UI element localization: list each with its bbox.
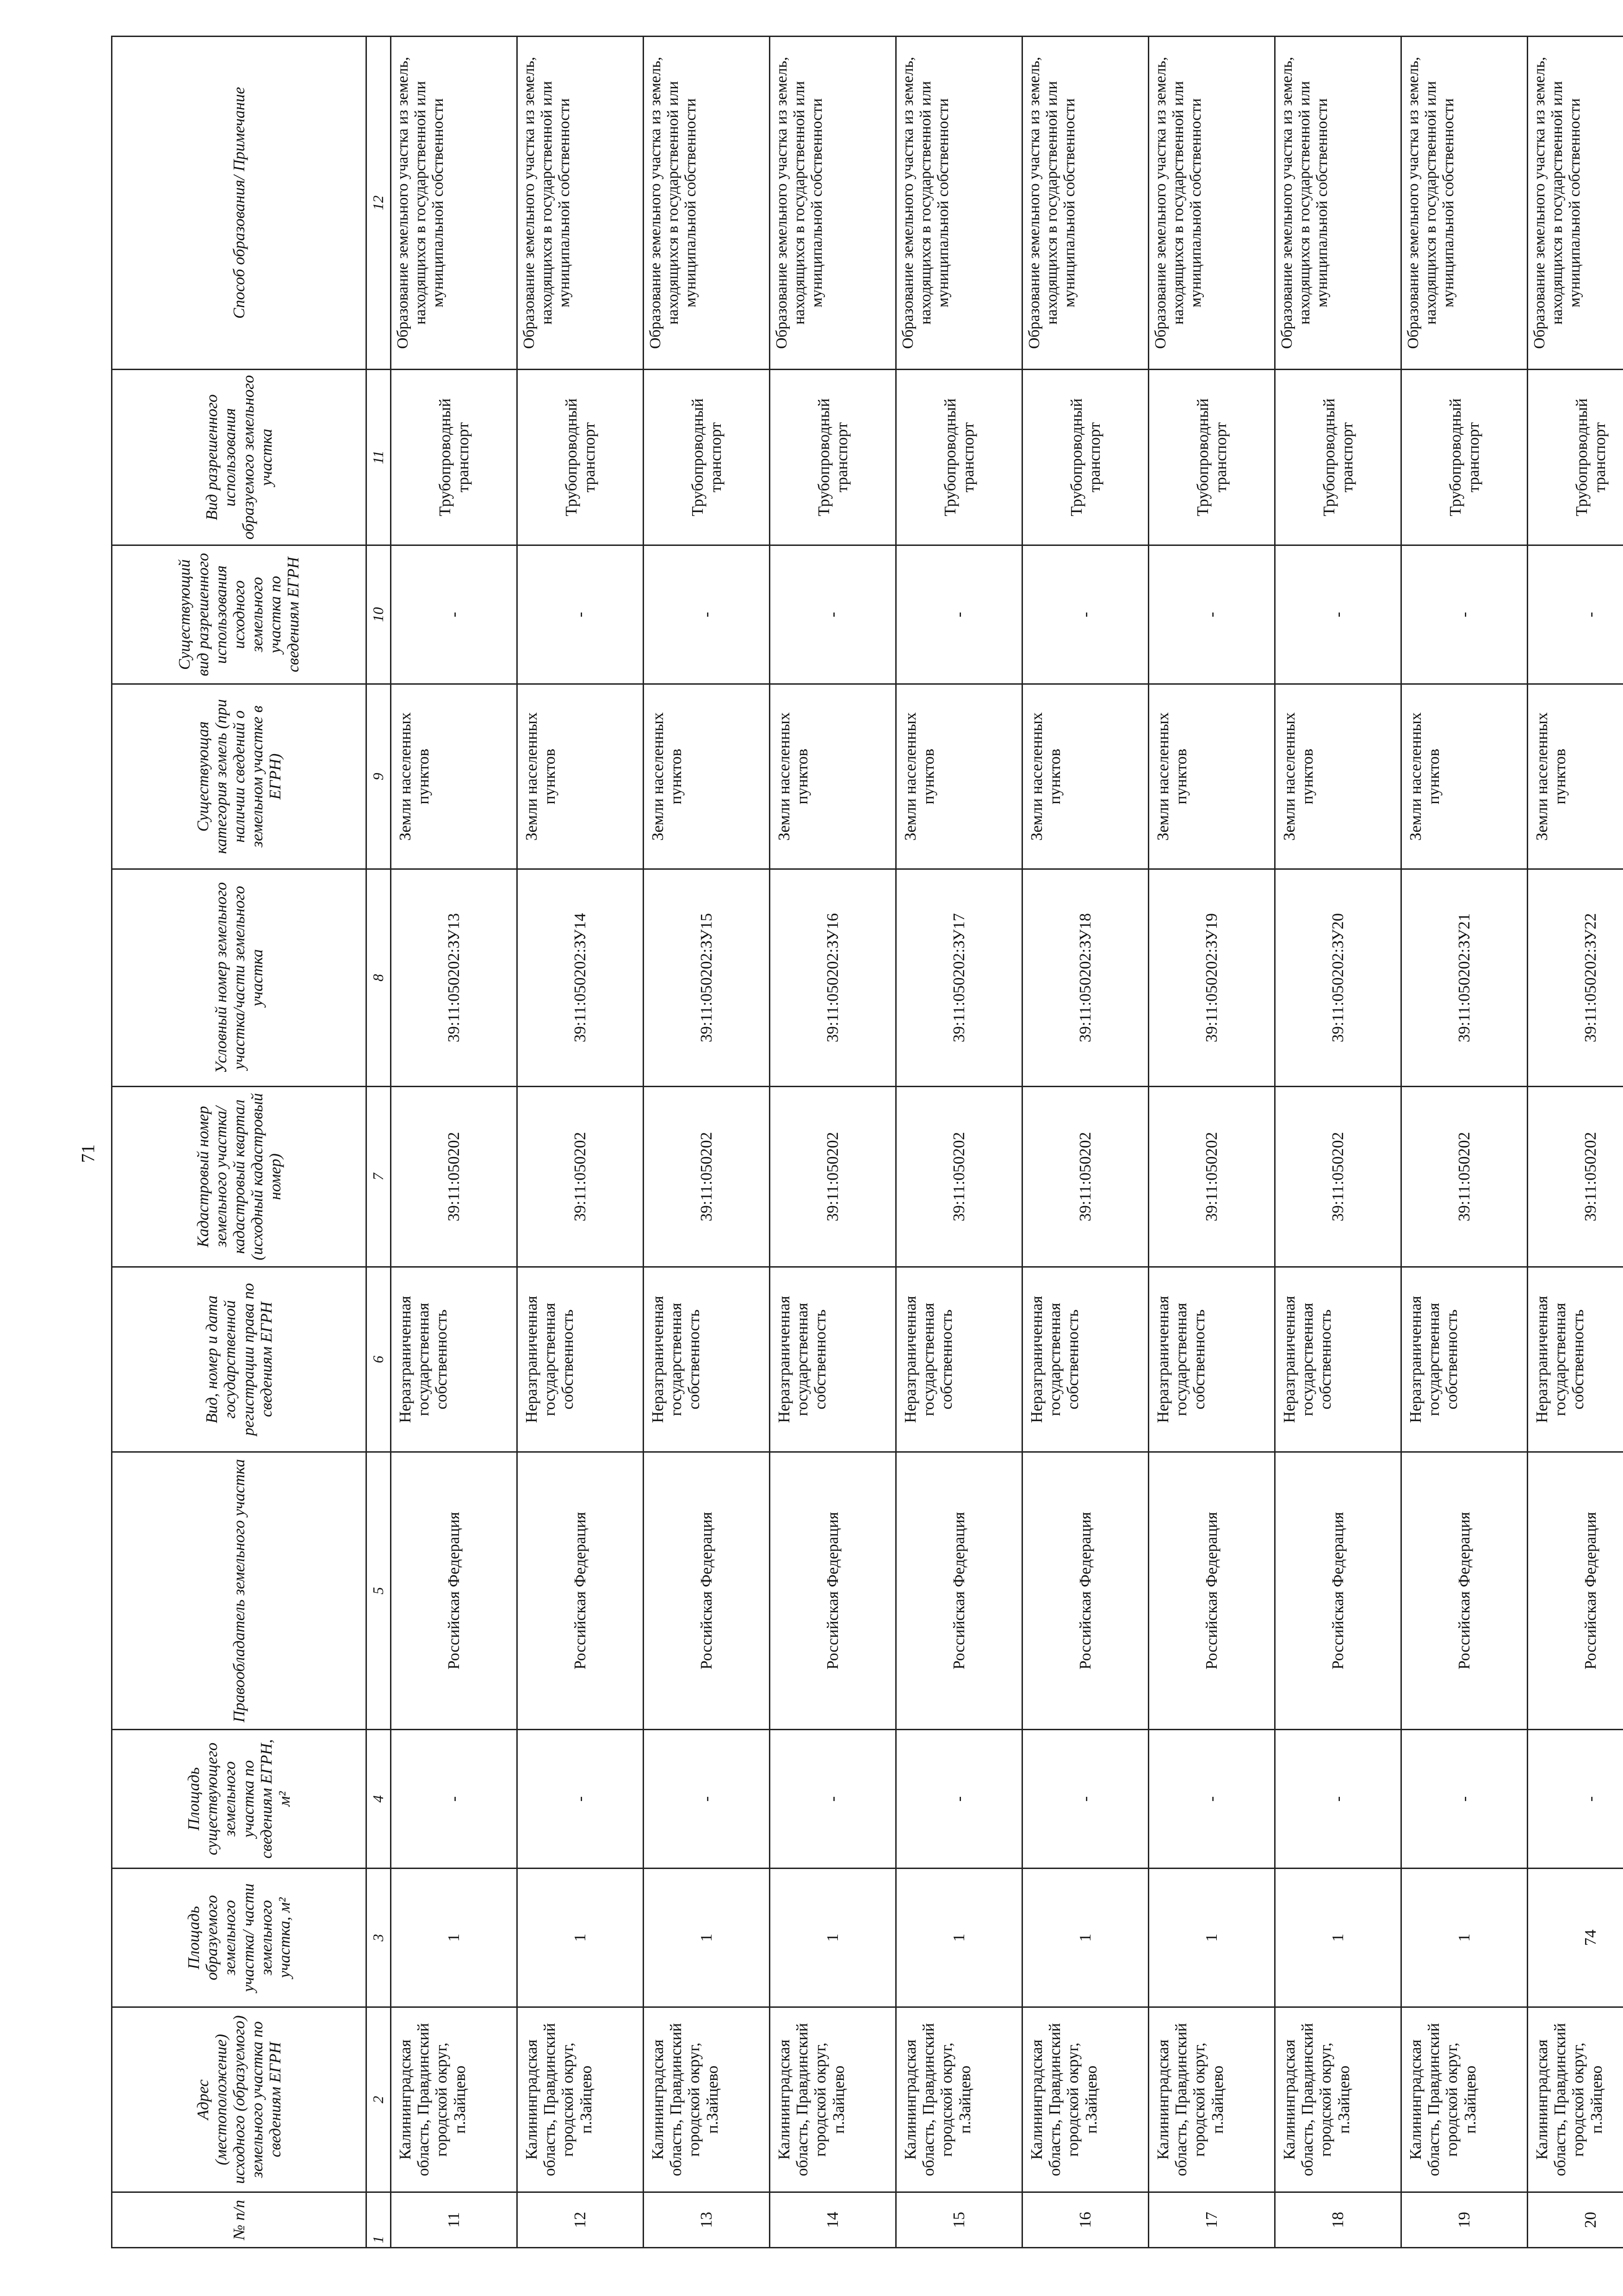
cell-area-exist: -	[896, 1730, 1022, 1869]
cell-cond-num: 39:11:050202:ЗУ21	[1401, 869, 1528, 1087]
cell-area-exist: -	[517, 1730, 644, 1869]
cell-method: Образование земельного участка из земель, находящихся в государственной или муниципальной собственности	[644, 37, 770, 370]
cell-address: Калининградская область, Правдинский городской округ, п.Зайцево	[1275, 2007, 1401, 2192]
cell-area-exist: -	[644, 1730, 770, 1869]
cell-right: Неразграниченная государственная собственность	[1149, 1267, 1275, 1452]
cell-use-exist: -	[1022, 545, 1149, 684]
cell-use-exist: -	[1275, 545, 1401, 684]
cell-cond-num: 39:11:050202:ЗУ14	[517, 869, 644, 1087]
table-row	[391, 37, 517, 2248]
cell-area-new: 1	[644, 1869, 770, 2007]
header-col-7: Кадастровый номер земельного участка/ кадастровый квартал (исходный кадастровый номер)	[112, 1087, 366, 1267]
column-number-5: 5	[366, 1452, 391, 1730]
cell-cadastral: 39:11:050202	[1528, 1087, 1623, 1267]
cell-use-new: Трубопроводный транспорт	[1022, 370, 1149, 545]
land-plots-table	[111, 36, 1623, 2248]
table-row	[1022, 37, 1149, 2248]
cell-method: Образование земельного участка из земель, находящихся в государственной или муниципальной собственности	[1275, 37, 1401, 370]
column-number-2: 2	[366, 2007, 391, 2192]
cell-method: Образование земельного участка из земель, находящихся в государственной или муниципальной собственности	[391, 37, 517, 370]
cell-use-exist: -	[1528, 545, 1623, 684]
cell-right: Неразграниченная государственная собственность	[770, 1267, 896, 1452]
cell-category: Земли населенных пунктов	[770, 684, 896, 869]
cell-use-new: Трубопроводный транспорт	[770, 370, 896, 545]
cell-address: Калининградская область, Правдинский городской округ, п.Зайцево	[770, 2007, 896, 2192]
cell-cond-num: 39:11:050202:ЗУ22	[1528, 869, 1623, 1087]
cell-address: Калининградская область, Правдинский городской округ, п.Зайцево	[517, 2007, 644, 2192]
table-row	[517, 37, 644, 2248]
table-row	[770, 37, 896, 2248]
cell-use-new: Трубопроводный транспорт	[1275, 370, 1401, 545]
cell-area-exist: -	[391, 1730, 517, 1869]
cell-use-new: Трубопроводный транспорт	[1528, 370, 1623, 545]
column-numbers-row	[366, 37, 391, 2248]
cell-num: 12	[517, 2192, 644, 2248]
cell-address: Калининградская область, Правдинский городской округ, п.Зайцево	[644, 2007, 770, 2192]
cell-area-new: 74	[1528, 1869, 1623, 2007]
column-number-4: 4	[366, 1730, 391, 1869]
cell-category: Земли населенных пунктов	[391, 684, 517, 869]
cell-owner: Российская Федерация	[770, 1452, 896, 1730]
cell-cond-num: 39:11:050202:ЗУ15	[644, 869, 770, 1087]
cell-method: Образование земельного участка из земель, находящихся в государственной или муниципальной собственности	[1528, 37, 1623, 370]
cell-area-new: 1	[896, 1869, 1022, 2007]
column-number-8: 8	[366, 869, 391, 1087]
cell-address: Калининградская область, Правдинский городской округ, п.Зайцево	[1149, 2007, 1275, 2192]
cell-area-exist: -	[1528, 1730, 1623, 1869]
cell-method: Образование земельного участка из земель, находящихся в государственной или муниципальной собственности	[1022, 37, 1149, 370]
table-row	[1528, 37, 1623, 2248]
column-number-1: 1	[366, 2192, 391, 2248]
header-col-1: № п/п	[112, 2192, 366, 2248]
header-col-9: Существующая категория земель (при наличии сведений о земельном участке в ЕГРН)	[112, 684, 366, 869]
cell-cadastral: 39:11:050202	[391, 1087, 517, 1267]
cell-num: 19	[1401, 2192, 1528, 2248]
cell-address: Калининградская область, Правдинский городской округ, п.Зайцево	[1401, 2007, 1528, 2192]
cell-method: Образование земельного участка из земель, находящихся в государственной или муниципальной собственности	[517, 37, 644, 370]
column-number-10: 10	[366, 545, 391, 684]
header-col-8: Условный номер земельного участка/части земельного участка	[112, 869, 366, 1087]
cell-area-new: 1	[770, 1869, 896, 2007]
cell-area-new: 1	[1275, 1869, 1401, 2007]
cell-owner: Российская Федерация	[1528, 1452, 1623, 1730]
cell-address: Калининградская область, Правдинский городской округ, п.Зайцево	[1022, 2007, 1149, 2192]
cell-use-new: Трубопроводный транспорт	[1401, 370, 1528, 545]
cell-owner: Российская Федерация	[517, 1452, 644, 1730]
cell-cond-num: 39:11:050202:ЗУ18	[1022, 869, 1149, 1087]
cell-num: 15	[896, 2192, 1022, 2248]
cell-owner: Российская Федерация	[896, 1452, 1022, 1730]
column-number-6: 6	[366, 1267, 391, 1452]
cell-use-exist: -	[1401, 545, 1528, 684]
cell-cadastral: 39:11:050202	[1275, 1087, 1401, 1267]
table-row	[1275, 37, 1401, 2248]
header-col-3: Площадь образуемого земельного участка/ части земельного участка, м²	[112, 1869, 366, 2007]
cell-right: Неразграниченная государственная собственность	[1022, 1267, 1149, 1452]
header-col-6: Вид, номер и дата государственной регистрации права по сведениям ЕГРН	[112, 1267, 366, 1452]
cell-category: Земли населенных пунктов	[644, 684, 770, 869]
cell-owner: Российская Федерация	[1275, 1452, 1401, 1730]
cell-use-new: Трубопроводный транспорт	[391, 370, 517, 545]
rotated-table-container	[111, 37, 1609, 2248]
cell-cadastral: 39:11:050202	[517, 1087, 644, 1267]
cell-area-new: 1	[1401, 1869, 1528, 2007]
cell-category: Земли населенных пунктов	[1528, 684, 1623, 869]
cell-cond-num: 39:11:050202:ЗУ20	[1275, 869, 1401, 1087]
cell-category: Земли населенных пунктов	[1022, 684, 1149, 869]
cell-num: 17	[1149, 2192, 1275, 2248]
cell-right: Неразграниченная государственная собственность	[896, 1267, 1022, 1452]
cell-method: Образование земельного участка из земель, находящихся в государственной или муниципальной собственности	[770, 37, 896, 370]
cell-category: Земли населенных пунктов	[1275, 684, 1401, 869]
cell-owner: Российская Федерация	[1401, 1452, 1528, 1730]
cell-area-exist: -	[1022, 1730, 1149, 1869]
cell-cond-num: 39:11:050202:ЗУ19	[1149, 869, 1275, 1087]
cell-use-exist: -	[644, 545, 770, 684]
column-number-9: 9	[366, 684, 391, 869]
cell-category: Земли населенных пунктов	[1401, 684, 1528, 869]
cell-use-new: Трубопроводный транспорт	[517, 370, 644, 545]
cell-use-new: Трубопроводный транспорт	[896, 370, 1022, 545]
cell-use-exist: -	[1149, 545, 1275, 684]
header-col-12: Способ образования/ Примечание	[112, 37, 366, 370]
table-row	[1149, 37, 1275, 2248]
table-row	[644, 37, 770, 2248]
cell-cond-num: 39:11:050202:ЗУ16	[770, 869, 896, 1087]
cell-owner: Российская Федерация	[391, 1452, 517, 1730]
cell-address: Калининградская область, Правдинский городской округ, п.Зайцево	[896, 2007, 1022, 2192]
cell-method: Образование земельного участка из земель, находящихся в государственной или муниципальной собственности	[1401, 37, 1528, 370]
cell-method: Образование земельного участка из земель, находящихся в государственной или муниципальной собственности	[896, 37, 1022, 370]
cell-area-new: 1	[517, 1869, 644, 2007]
cell-right: Неразграниченная государственная собственность	[1528, 1267, 1623, 1452]
table-row	[1401, 37, 1528, 2248]
cell-cadastral: 39:11:050202	[1022, 1087, 1149, 1267]
cell-num: 13	[644, 2192, 770, 2248]
cell-owner: Российская Федерация	[1022, 1452, 1149, 1730]
cell-address: Калининградская область, Правдинский городской округ, п.Зайцево	[391, 2007, 517, 2192]
header-row	[112, 37, 366, 2248]
cell-use-exist: -	[517, 545, 644, 684]
header-col-4: Площадь существующего земельного участка по сведениям ЕГРН, м²	[112, 1730, 366, 1869]
cell-use-exist: -	[896, 545, 1022, 684]
cell-method: Образование земельного участка из земель, находящихся в государственной или муниципальной собственности	[1149, 37, 1275, 370]
column-number-7: 7	[366, 1087, 391, 1267]
cell-num: 14	[770, 2192, 896, 2248]
cell-num: 16	[1022, 2192, 1149, 2248]
cell-area-exist: -	[1275, 1730, 1401, 1869]
cell-num: 18	[1275, 2192, 1401, 2248]
cell-cadastral: 39:11:050202	[1401, 1087, 1528, 1267]
column-number-3: 3	[366, 1869, 391, 2007]
cell-category: Земли населенных пунктов	[896, 684, 1022, 869]
cell-address: Калининградская область, Правдинский городской округ, п.Зайцево	[1528, 2007, 1623, 2192]
cell-area-new: 1	[391, 1869, 517, 2007]
cell-cadastral: 39:11:050202	[896, 1087, 1022, 1267]
cell-cadastral: 39:11:050202	[770, 1087, 896, 1267]
cell-cadastral: 39:11:050202	[1149, 1087, 1275, 1267]
cell-num: 20	[1528, 2192, 1623, 2248]
cell-owner: Российская Федерация	[644, 1452, 770, 1730]
cell-area-exist: -	[1149, 1730, 1275, 1869]
cell-right: Неразграниченная государственная собственность	[517, 1267, 644, 1452]
column-number-12: 12	[366, 37, 391, 370]
table-row	[896, 37, 1022, 2248]
header-col-11: Вид разрешенного использования образуемого земельного участка	[112, 370, 366, 545]
cell-category: Земли населенных пунктов	[1149, 684, 1275, 869]
header-col-2: Адрес (местоположение) исходного (образуемого) земельного участка по сведениям ЕГРН	[112, 2007, 366, 2192]
cell-area-new: 1	[1022, 1869, 1149, 2007]
cell-owner: Российская Федерация	[1149, 1452, 1275, 1730]
cell-cadastral: 39:11:050202	[644, 1087, 770, 1267]
cell-right: Неразграниченная государственная собственность	[1401, 1267, 1528, 1452]
cell-use-new: Трубопроводный транспорт	[644, 370, 770, 545]
header-col-5: Правообладатель земельного участка	[112, 1452, 366, 1730]
cell-use-exist: -	[391, 545, 517, 684]
cell-right: Неразграниченная государственная собственность	[1275, 1267, 1401, 1452]
cell-area-exist: -	[770, 1730, 896, 1869]
header-col-10: Существующий вид разрешенного использования исходного земельного участка по сведениям ЕГРН	[112, 545, 366, 684]
cell-use-new: Трубопроводный транспорт	[1149, 370, 1275, 545]
cell-area-new: 1	[1149, 1869, 1275, 2007]
cell-use-exist: -	[770, 545, 896, 684]
cell-category: Земли населенных пунктов	[517, 684, 644, 869]
cell-num: 11	[391, 2192, 517, 2248]
cell-cond-num: 39:11:050202:ЗУ13	[391, 869, 517, 1087]
cell-right: Неразграниченная государственная собственность	[644, 1267, 770, 1452]
cell-right: Неразграниченная государственная собственность	[391, 1267, 517, 1452]
cell-cond-num: 39:11:050202:ЗУ17	[896, 869, 1022, 1087]
column-number-11: 11	[366, 370, 391, 545]
cell-area-exist: -	[1401, 1730, 1528, 1869]
page-number: 71	[77, 1144, 99, 1163]
